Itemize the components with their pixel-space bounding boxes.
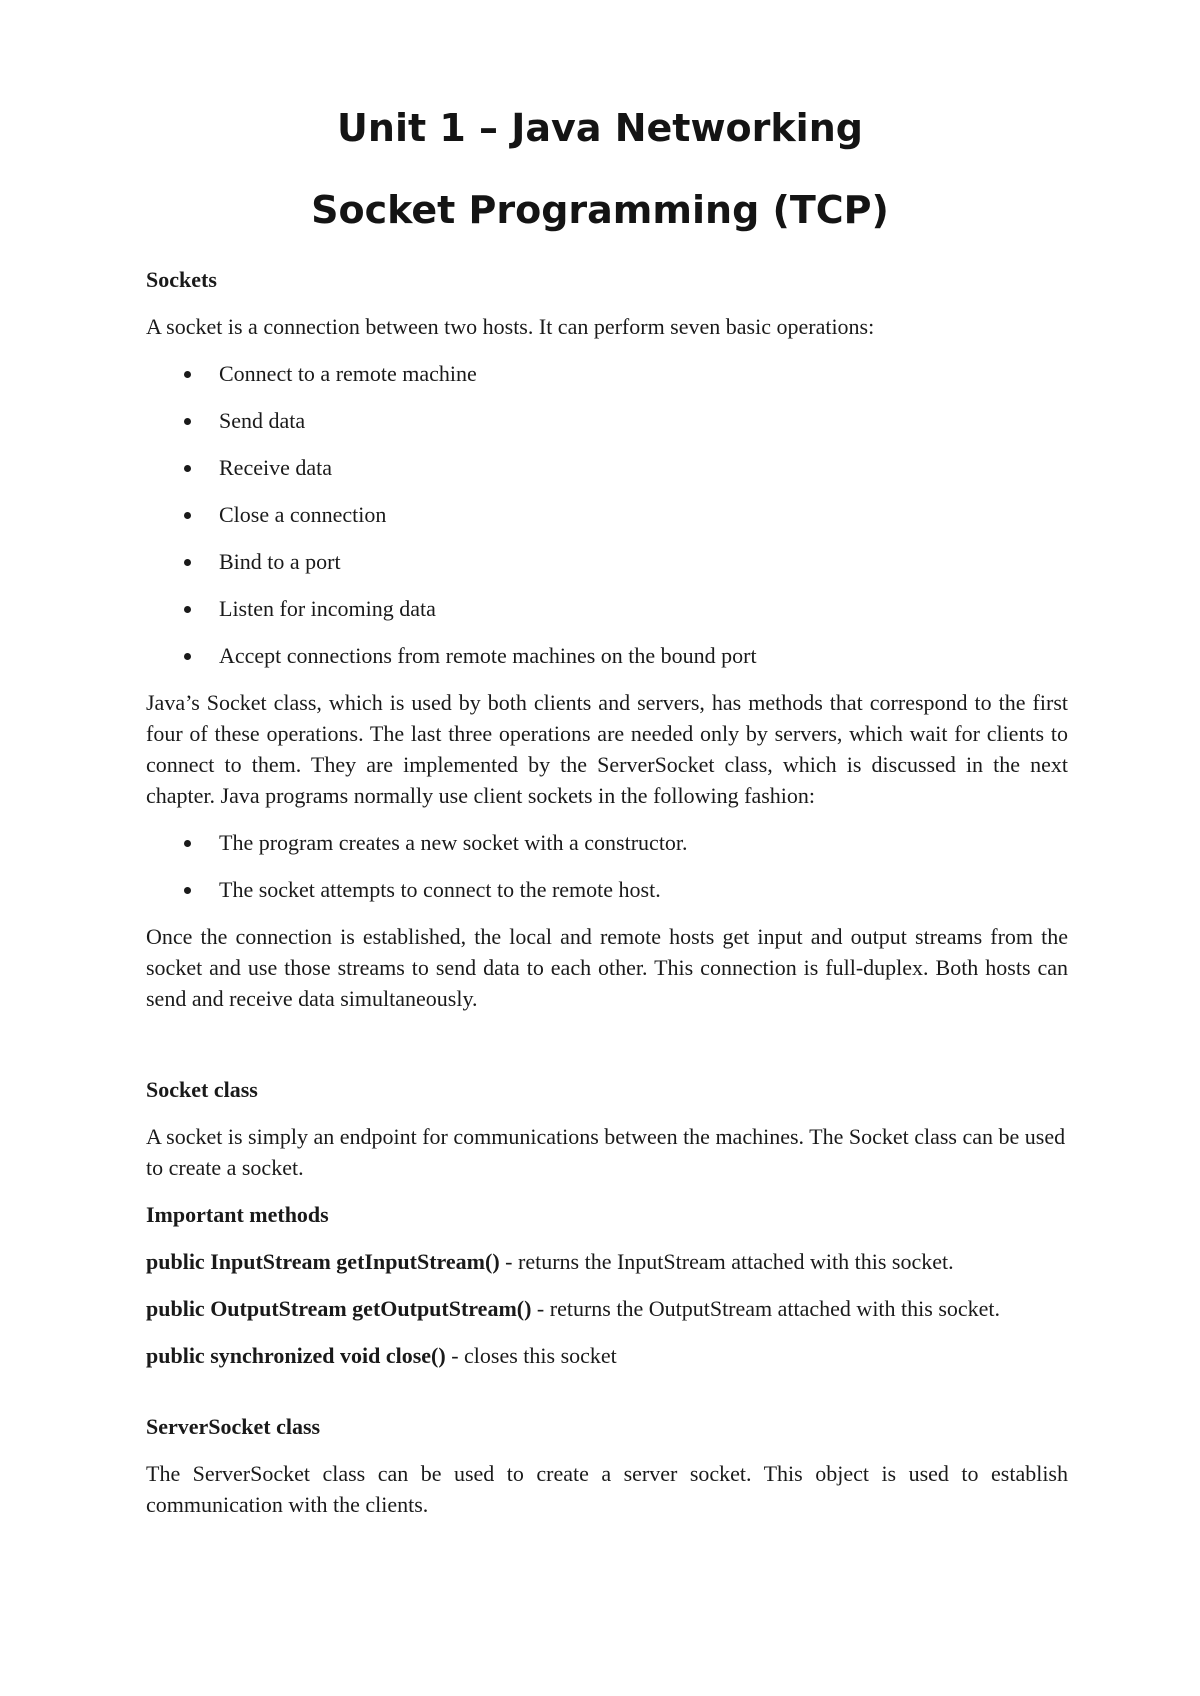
list-item-text: The program creates a new socket with a constructor.: [219, 830, 688, 855]
list-item: [146, 499, 1068, 530]
important-methods-heading: Important methods: [146, 1202, 329, 1227]
list-item-text: Send data: [219, 408, 306, 433]
list-item: [146, 405, 1068, 436]
method-description: - closes this socket: [445, 1343, 617, 1368]
method-signature: public OutputStream getOutputStream(): [146, 1296, 532, 1321]
method-entry: [146, 1340, 1068, 1371]
bullet-icon: [184, 371, 191, 378]
list-item: [146, 874, 1068, 905]
server-socket-class-heading: ServerSocket class: [146, 1414, 321, 1439]
method-description: - returns the OutputStream attached with this socket.: [531, 1296, 1001, 1321]
list-item: [146, 452, 1068, 483]
bullet-icon: [184, 653, 191, 660]
socket-class-description: A socket is simply an endpoint for communications between the machines. The Socket class can be used to create a socket.: [146, 1124, 1066, 1180]
sockets-intro: A socket is a connection between two hosts. It can perform seven basic operations:: [146, 314, 875, 339]
document-body: [146, 264, 1068, 1536]
list-item: [146, 593, 1068, 624]
list-item-text: Receive data: [219, 455, 332, 480]
sockets-closing-paragraph: Once the connection is established, the local and remote hosts get input and output streams from the socket and use those streams to send data to each other. This connection is full-duplex. Both hosts can send and receive data simultaneously.: [146, 924, 1068, 1011]
bullet-icon: [184, 465, 191, 472]
socket-class-heading: Socket class: [146, 1077, 258, 1102]
list-item: [146, 358, 1068, 389]
method-signature: public synchronized void close(): [146, 1343, 446, 1368]
list-item-text: The socket attempts to connect to the remote host.: [219, 877, 661, 902]
section-spacer: [146, 1030, 1068, 1074]
list-item: [146, 640, 1068, 671]
sockets-paragraph: Java’s Socket class, which is used by both clients and servers, has methods that correspond to the first four of these operations. The last three operations are needed only by servers, which wait for clients to connect to them. They are implemented by the ServerSocket class, which is discussed in the next chapter. Java programs normally use client sockets in the following fashion:: [146, 690, 1068, 808]
method-signature: public InputStream getInputStream(): [146, 1249, 500, 1274]
document-subtitle: Socket Programming (TCP): [311, 188, 889, 232]
document-title: Unit 1 – Java Networking: [337, 106, 863, 150]
method-entry: [146, 1246, 1068, 1277]
method-entry: [146, 1293, 1068, 1324]
section-spacer: [146, 1387, 1068, 1411]
bullet-icon: [184, 559, 191, 566]
operations-list: [146, 358, 1068, 671]
bullet-icon: [184, 887, 191, 894]
bullet-icon: [184, 512, 191, 519]
list-item-text: Bind to a port: [219, 549, 341, 574]
bullet-icon: [184, 606, 191, 613]
bullet-icon: [184, 840, 191, 847]
steps-list: [146, 827, 1068, 905]
list-item: [146, 546, 1068, 577]
list-item-text: Connect to a remote machine: [219, 361, 477, 386]
bullet-icon: [184, 418, 191, 425]
server-socket-class-description: The ServerSocket class can be used to create a server socket. This object is used to establish communication with the clients.: [146, 1461, 1068, 1517]
list-item-text: Close a connection: [219, 502, 387, 527]
sockets-heading: Sockets: [146, 267, 217, 292]
list-item-text: Listen for incoming data: [219, 596, 436, 621]
list-item-text: Accept connections from remote machines on the bound port: [219, 643, 757, 668]
method-description: - returns the InputStream attached with this socket.: [499, 1249, 954, 1274]
list-item: [146, 827, 1068, 858]
